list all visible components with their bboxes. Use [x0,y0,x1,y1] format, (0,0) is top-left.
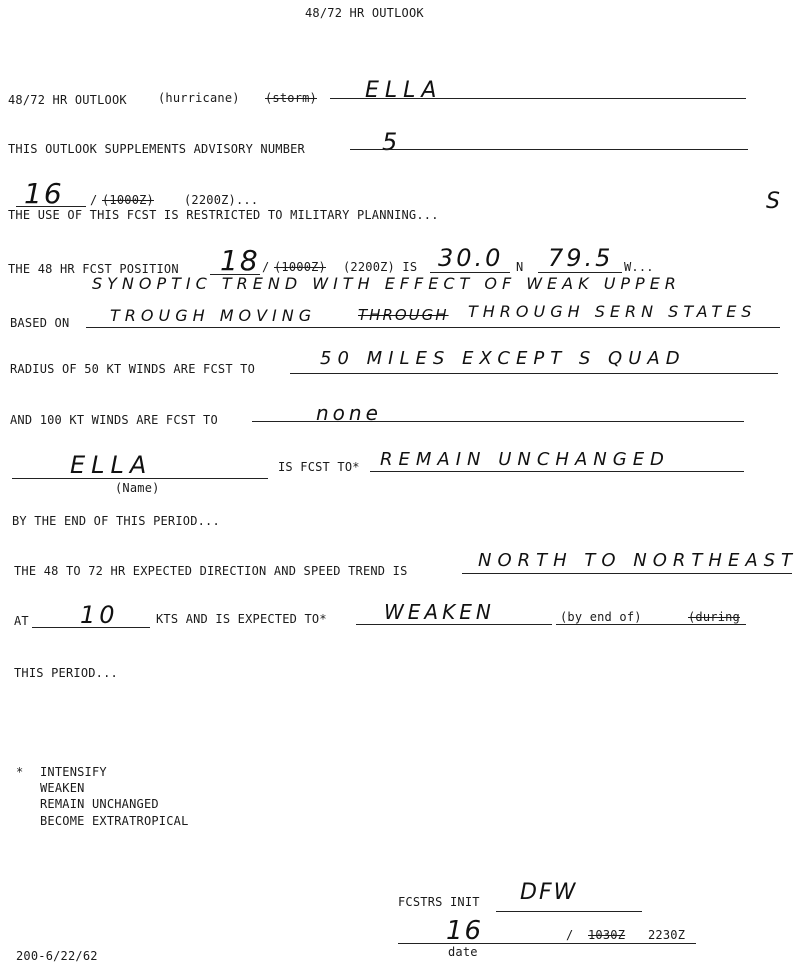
direction-label: THE 48 TO 72 HR EXPECTED DIRECTION AND SPEED TREND IS [14,564,408,578]
latitude-line [430,272,510,273]
option-remain-unchanged: REMAIN UNCHANGED [40,797,159,811]
longitude-handwritten: 79.5 [548,244,614,272]
forecaster-init-line [496,911,642,912]
option-weaken: WEAKEN [40,781,85,795]
position-label: THE 48 HR FCST POSITION [8,262,179,276]
during-option-struck: (during [688,610,740,624]
form-number: 200-6/22/62 [16,949,98,963]
longitude-line [538,272,622,273]
outlook-label: 48/72 HR OUTLOOK [8,93,127,107]
direction-line [462,573,792,574]
date-day-handwritten: 16 [446,916,484,946]
position-day-handwritten: 18 [220,244,260,277]
position-slash: / [262,260,270,274]
page-title: 48/72 HR OUTLOOK [305,6,424,20]
date-line [398,943,696,944]
basis-line1-handwritten: SYNOPTIC TREND WITH EFFECT OF WEAK UPPER [92,274,681,293]
longitude-w: W... [624,260,654,274]
expected-option-line [556,624,746,625]
issue-day-line [16,206,86,207]
at-label: AT [14,614,29,628]
speed-line [32,627,150,628]
name-caption: (Name) [115,481,160,495]
radius-50kt-line [290,373,778,374]
based-on-label: BASED ON [10,316,70,330]
this-period-label: THIS PERIOD... [14,666,118,680]
latitude-handwritten: 30.0 [438,244,504,272]
basis-struck-handwritten: THROUGH [358,306,449,324]
storm-name-handwritten: ELLA [365,78,443,103]
by-end-of-option: (by end of) [560,610,642,624]
forecast-to-label: IS FCST TO* [278,460,360,474]
position-1000z-struck: (1000Z) [274,260,326,274]
expected-to-label: KTS AND IS EXPECTED TO* [156,612,327,626]
date-slash: / [566,928,574,942]
storm-name-line [330,98,746,99]
name-handwritten: ELLA [70,451,153,479]
storm-option-struck: (storm) [265,91,317,105]
forecaster-init-handwritten: DFW [520,880,578,905]
time-slash: / [90,193,98,207]
radius-50kt-handwritten: 50 MILES EXCEPT S QUAD [320,348,686,369]
name-line [12,478,268,479]
advisory-number-line [350,149,748,150]
hurricane-option: (hurricane) [158,91,240,105]
date-1030z-struck: 1030Z [588,928,626,942]
advisory-number-handwritten: 5 [382,128,404,156]
date-2230z: 2230Z [648,928,686,942]
option-intensify: INTENSIFY [40,765,107,779]
end-of-period-label: BY THE END OF THIS PERIOD... [12,514,220,528]
radius-50kt-label: RADIUS OF 50 KT WINDS ARE FCST TO [10,362,256,376]
option-become-extratropical: BECOME EXTRATROPICAL [40,814,189,828]
winds-100kt-handwritten: none [316,401,382,425]
latitude-n: N [516,260,524,274]
restricted-notice: THE USE OF THIS FCST IS RESTRICTED TO MILITARY PLANNING... [8,208,439,222]
basis-line [86,327,780,328]
basis-line2b-handwritten: THROUGH SERN STATES [468,302,757,321]
options-star: * [16,765,24,779]
forecast-handwritten: REMAIN UNCHANGED [380,449,670,470]
direction-handwritten: NORTH TO NORTHEAST [478,550,799,571]
time-1000z-struck: (1000Z) [102,193,154,207]
winds-100kt-label: AND 100 KT WINDS ARE FCST TO [10,413,218,427]
speed-handwritten: 10 [80,601,119,629]
forecast-line [370,471,744,472]
winds-100kt-line [252,421,744,422]
margin-mark: S [766,189,780,214]
forecaster-init-label: FCSTRS INIT [398,895,480,909]
basis-line2a-handwritten: TROUGH MOVING [110,306,317,325]
expected-line [356,624,552,625]
date-caption: date [448,945,478,959]
position-2200z: (2200Z) IS [343,260,418,274]
advisory-label: THIS OUTLOOK SUPPLEMENTS ADVISORY NUMBER [8,142,305,156]
expected-handwritten: WEAKEN [384,600,495,624]
issue-day-handwritten: 16 [24,177,64,210]
time-2200z: (2200Z)... [184,193,259,207]
